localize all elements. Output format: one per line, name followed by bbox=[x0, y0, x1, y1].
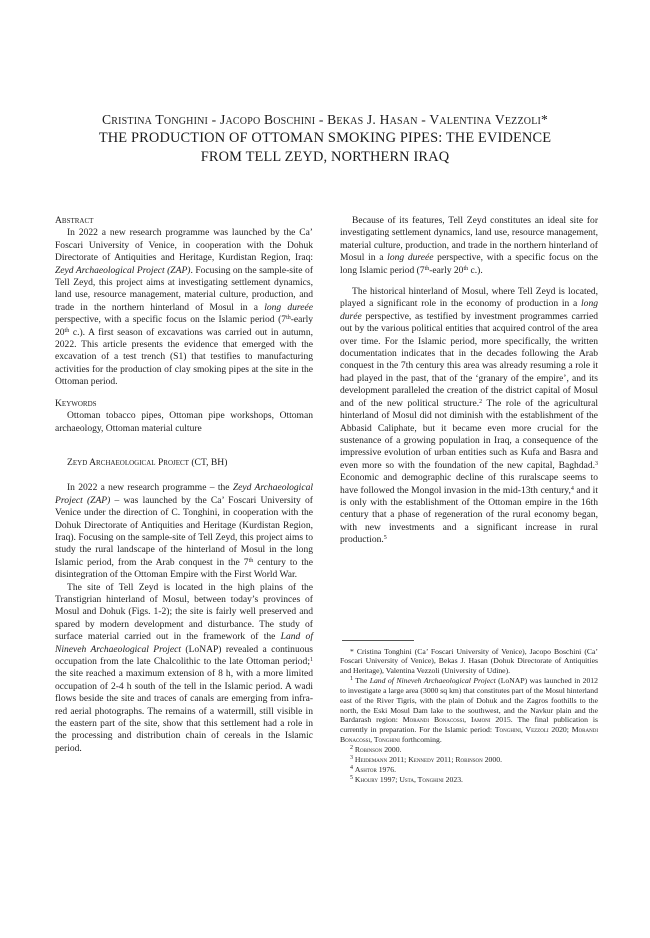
keywords-text: Ottoman tobacco pipes, Ottoman pipe workshops, Ottoman archaeology, Ottoman material culture bbox=[55, 410, 313, 434]
footnote-2: $^2$ Robinson 2000. bbox=[350, 745, 402, 754]
abstract-heading: Abstract bbox=[55, 215, 94, 226]
author-line: Cristina Tonghini - Jacopo Boschini - Bekas J. Hasan - Valentina Vezzoli* bbox=[101, 112, 549, 127]
section-heading: Zeyd Archaeological Project (CT, BH) bbox=[67, 456, 228, 468]
footnotes bbox=[340, 647, 598, 785]
article-title bbox=[40, 129, 610, 167]
body-paragraph-2: The site of Tell Zeyd is located in the high plains of the Transtigrian hinterland of Mosul, between today’s provinces of Mosul and Dohuk (Figs. 1-2); the site is fairly well preserved and spared by modern development and disturbance. The study of surface material carried out in the framework of the Land of Nineveh Archaeological Project (LoNAP) revealed a continuous occupation from the late Chalcolithic to the late Ottoman period;$^1$ the site reached a maximum extension of 8 h, with a more limited occupation of 2-4 h south of the tell in the Islamic period. A wadi flows beside the site and traces of canals are emerging from infra-red aerial photographs. The remains of a watermill, still visible in the eastern part of the site, show that this settlement had a role in the processing and distribution chain of cereals in the Islamic period. bbox=[55, 581, 313, 754]
footnote-5: $^5$ Khoury 1997; Usta, Tonghini 2023. bbox=[350, 774, 463, 784]
body-paragraph-4: The historical hinterland of Mosul, where Tell Zeyd is located, played a significant role in the economy of production in a long durée perspective, as testified by investment programmes carried out by the various political entities that acquired control of the area over time. For the Islamic period, more specifically, the written documentation indicates that in the decades following the Arab conquest in the 7th century this area was already resuming a role it had played in the past, that of the ‘granary of the empire’, and its development paralleled the creation of the district capital of Mosul and of the new political structure.$^2$ The role of the agricultural hinterland of Mosul did not diminish with the establishment of the Abbasid Caliphate, but it became even more crucial for the sustenance of a growing population in Iraq, a consequence of the impressive evolution of urban entities such as Kufa and Basra and even more so with the foundation of the new capital, Baghdad.$^3$ Economic and demographic decline of this ruralscape seems to have followed the Mongol invasion in the mid-13th century,$^4$ and it is only with the establishment of the Ottoman empire in the 16th century that a phase of regeneration of the rural economy began, with new investments and a significant increase in rural production.$^5$ bbox=[340, 286, 598, 546]
footnote-3: $^3$ Heidemann 2011; Kennedy 2011; Robinson 2000. bbox=[350, 754, 502, 764]
left-column bbox=[55, 215, 313, 755]
title-line-2: FROM TELL ZEYD, NORTHERN IRAQ bbox=[200, 149, 450, 165]
footnote-4: $^4$ Ashtor 1976. bbox=[350, 764, 396, 774]
title-line-1: THE PRODUCTION OF OTTOMAN SMOKING PIPES: THE EVIDENCE bbox=[98, 130, 552, 146]
footnote-1: $^1$ The Land of Nineveh Archaeological Project (LoNAP) was launched in 2012 to investigate a large area (3000 sq km) that constitutes part of the Mosul hinterland east of the River Tigris, with the plain of Dohuk and the Zagros foothills to the north, the Eski Mosul Dam lake to the southwest, and the Navkur plain and the Bardarash region: Morandi Bonacossi, Iamoni 2015. The final publication is currently in preparation. For the Islamic period: Tonghini, Vezzoli 2020; Morandi Bonacossi, Tonghini forthcoming. bbox=[340, 676, 599, 745]
keywords-heading: Keywords bbox=[55, 397, 97, 409]
body-paragraph-1: In 2022 a new research programme – the Zeyd Archaeological Project (ZAP) – was launched by the Ca’ Foscari University of Venice under the direction of C. Tonghini, in cooperation with the Dohuk Directorate of Antiquities and Heritage (Kurdistan Region, Iraq). Focusing on the sample-site of Tell Zeyd, this project aims to study the rural landscape of the hinterland of Mosul in the long Islamic period, from the Arab conquest in the 7th century to the disintegration of the Ottoman Empire with the First World War. bbox=[55, 482, 313, 581]
abstract-text: In 2022 a new research programme was launched by the Ca’ Foscari University of Venice, in cooperation with the Dohuk Directorate of Antiquities and Heritage, Kurdistan Region, Iraq: Zeyd Archaeological Project (ZAP). Focusing on the sample-site of Tell Zeyd, this project aims at investigating settlement dynamics, land use, resource management, material culture, production, and trade in the northern hinterland of Mosul in a long dureée perspective, with a specific focus on the Islamic period (7th-early 20th c.). A first season of excavations was carried out in autumn, 2022. This article presents the evidence that emerged with the excavation of a test trench (S1) that testifies to manufacturing activities for the production of clay smoking pipes at the site in the Ottoman period. bbox=[55, 227, 313, 388]
body-paragraph-3: Because of its features, Tell Zeyd constitutes an ideal site for investigating settlement dynamics, land use, resource management, material culture, production, and trade in the northern hinterland of Mosul in a long dureée perspective, with a specific focus on the long Islamic period (7th-early 20th c.). bbox=[340, 215, 598, 276]
right-column bbox=[340, 215, 598, 784]
footnote-star: * Cristina Tonghini (Ca’ Foscari University of Venice), Jacopo Boschini (Ca’ Foscari University of Venice), Bekas J. Hasan (Dohuk Directorate of Antiquities and Heritage), Valentina Vezzoli (University of Udine). bbox=[340, 646, 598, 676]
